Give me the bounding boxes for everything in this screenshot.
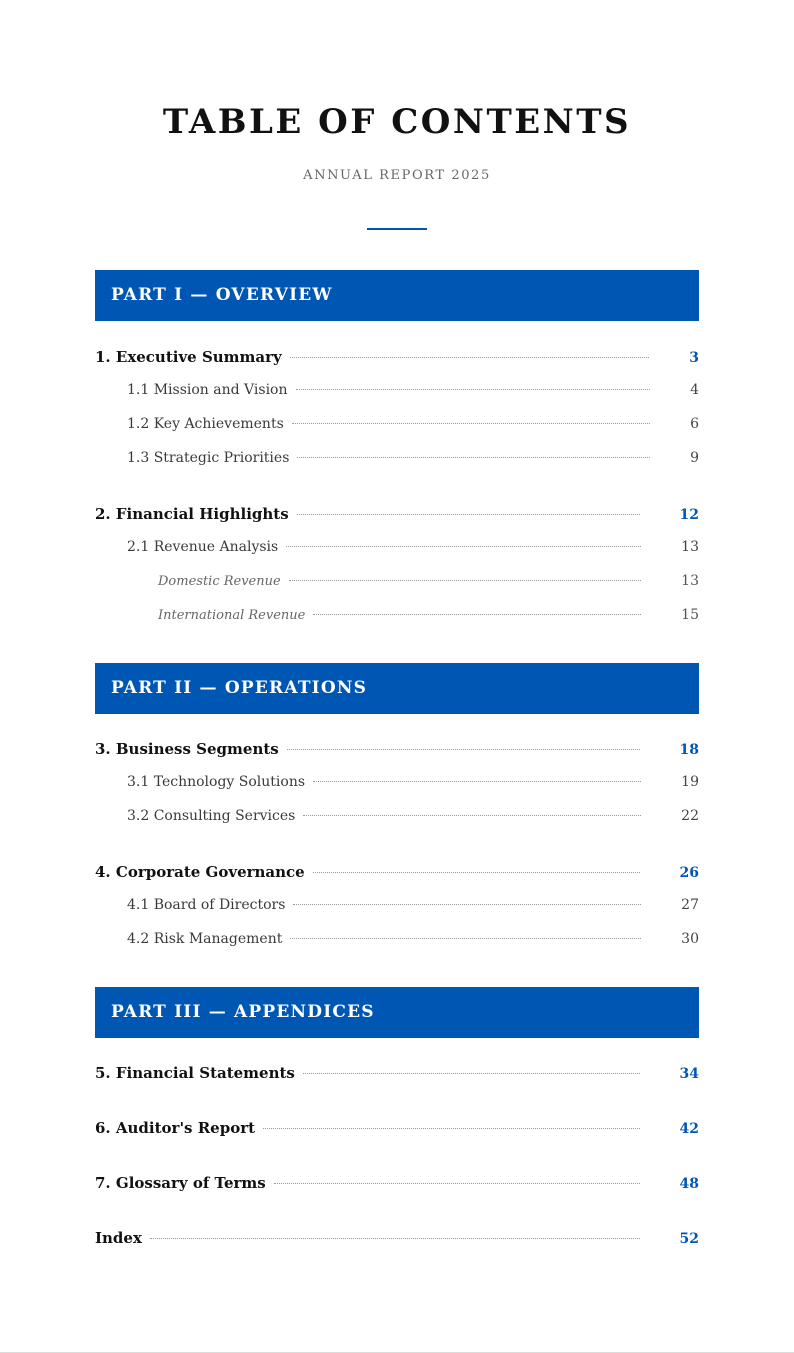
dot-leader bbox=[289, 580, 641, 581]
toc-entry-key-achievements[interactable] bbox=[95, 416, 699, 438]
entry-page-number: 18 bbox=[679, 742, 699, 758]
toc-entry-corporate-governance[interactable] bbox=[95, 863, 699, 885]
entry-label: 7. Glossary of Terms bbox=[95, 1174, 266, 1192]
toc-entry-technology-solutions[interactable] bbox=[95, 774, 699, 796]
entry-label: 3.2 Consulting Services bbox=[127, 808, 296, 824]
toc-entry-risk-management[interactable] bbox=[95, 931, 699, 953]
dot-leader bbox=[292, 423, 650, 424]
dot-leader bbox=[303, 1073, 640, 1074]
dot-leader bbox=[150, 1238, 640, 1239]
toc-entry-strategic-priorities[interactable] bbox=[95, 450, 699, 472]
part-heading-operations: PART II — OPERATIONS bbox=[95, 663, 699, 714]
entry-page-number: 27 bbox=[681, 897, 699, 913]
entry-label: 1.1 Mission and Vision bbox=[127, 382, 288, 398]
entry-page-number: 4 bbox=[690, 382, 699, 398]
toc-entry-auditors-report[interactable] bbox=[95, 1119, 699, 1141]
entry-label: 1. Executive Summary bbox=[95, 348, 282, 366]
toc-entry-international-revenue[interactable] bbox=[95, 607, 699, 629]
entry-page-number: 42 bbox=[679, 1121, 699, 1137]
dot-leader bbox=[290, 357, 649, 358]
entry-label: 3. Business Segments bbox=[95, 740, 279, 758]
dot-leader bbox=[287, 749, 640, 750]
toc-entry-executive-summary[interactable] bbox=[95, 348, 699, 370]
toc-entry-glossary[interactable] bbox=[95, 1174, 699, 1196]
dot-leader bbox=[297, 514, 640, 515]
part-heading-overview: PART I — OVERVIEW bbox=[95, 270, 699, 321]
entry-page-number: 26 bbox=[679, 865, 699, 881]
toc-entry-index[interactable] bbox=[95, 1229, 699, 1251]
dot-leader bbox=[313, 614, 641, 615]
toc-entry-mission-vision[interactable] bbox=[95, 382, 699, 404]
entry-label: 4.2 Risk Management bbox=[127, 931, 283, 947]
entry-label: Index bbox=[95, 1229, 142, 1247]
dot-leader bbox=[286, 546, 641, 547]
dot-leader bbox=[303, 815, 641, 816]
page-subtitle: ANNUAL REPORT 2025 bbox=[303, 168, 491, 183]
entry-label: 3.1 Technology Solutions bbox=[127, 774, 306, 790]
entry-label: 1.3 Strategic Priorities bbox=[127, 450, 290, 466]
entry-page-number: 52 bbox=[679, 1231, 699, 1247]
toc-entry-financial-statements[interactable] bbox=[95, 1064, 699, 1086]
entry-page-number: 15 bbox=[681, 607, 699, 623]
entry-page-number: 6 bbox=[690, 416, 699, 432]
dot-leader bbox=[274, 1183, 640, 1184]
entry-page-number: 22 bbox=[681, 808, 699, 824]
entry-label: 1.2 Key Achievements bbox=[127, 416, 284, 432]
entry-page-number: 34 bbox=[679, 1066, 699, 1082]
entry-page-number: 48 bbox=[679, 1176, 699, 1192]
part-heading-appendices: PART III — APPENDICES bbox=[95, 987, 699, 1038]
entry-label: 2. Financial Highlights bbox=[95, 505, 289, 523]
entry-page-number: 19 bbox=[681, 774, 699, 790]
entry-page-number: 3 bbox=[689, 350, 699, 366]
page-title: TABLE OF CONTENTS bbox=[162, 102, 632, 142]
entry-label: 2.1 Revenue Analysis bbox=[127, 539, 279, 555]
entry-label: Domestic Revenue bbox=[158, 574, 281, 589]
title-divider bbox=[367, 228, 427, 230]
entry-page-number: 13 bbox=[681, 539, 699, 555]
entry-page-number: 30 bbox=[681, 931, 699, 947]
toc-entry-consulting-services[interactable] bbox=[95, 808, 699, 830]
dot-leader bbox=[263, 1128, 639, 1129]
dot-leader bbox=[290, 938, 641, 939]
toc-entry-domestic-revenue[interactable] bbox=[95, 573, 699, 595]
entry-page-number: 9 bbox=[690, 450, 699, 466]
dot-leader bbox=[296, 389, 651, 390]
entry-label: 4. Corporate Governance bbox=[95, 863, 305, 881]
dot-leader bbox=[313, 781, 641, 782]
toc-entry-financial-highlights[interactable] bbox=[95, 505, 699, 527]
toc-entry-board-of-directors[interactable] bbox=[95, 897, 699, 919]
toc-entry-revenue-analysis[interactable] bbox=[95, 539, 699, 561]
dot-leader bbox=[313, 872, 640, 873]
entry-label: International Revenue bbox=[158, 608, 306, 623]
entry-page-number: 13 bbox=[681, 573, 699, 589]
entry-page-number: 12 bbox=[679, 507, 699, 523]
entry-label: 5. Financial Statements bbox=[95, 1064, 295, 1082]
dot-leader bbox=[297, 457, 650, 458]
toc-entry-business-segments[interactable] bbox=[95, 740, 699, 762]
dot-leader bbox=[293, 904, 641, 905]
entry-label: 4.1 Board of Directors bbox=[127, 897, 286, 913]
entry-label: 6. Auditor's Report bbox=[95, 1119, 256, 1137]
